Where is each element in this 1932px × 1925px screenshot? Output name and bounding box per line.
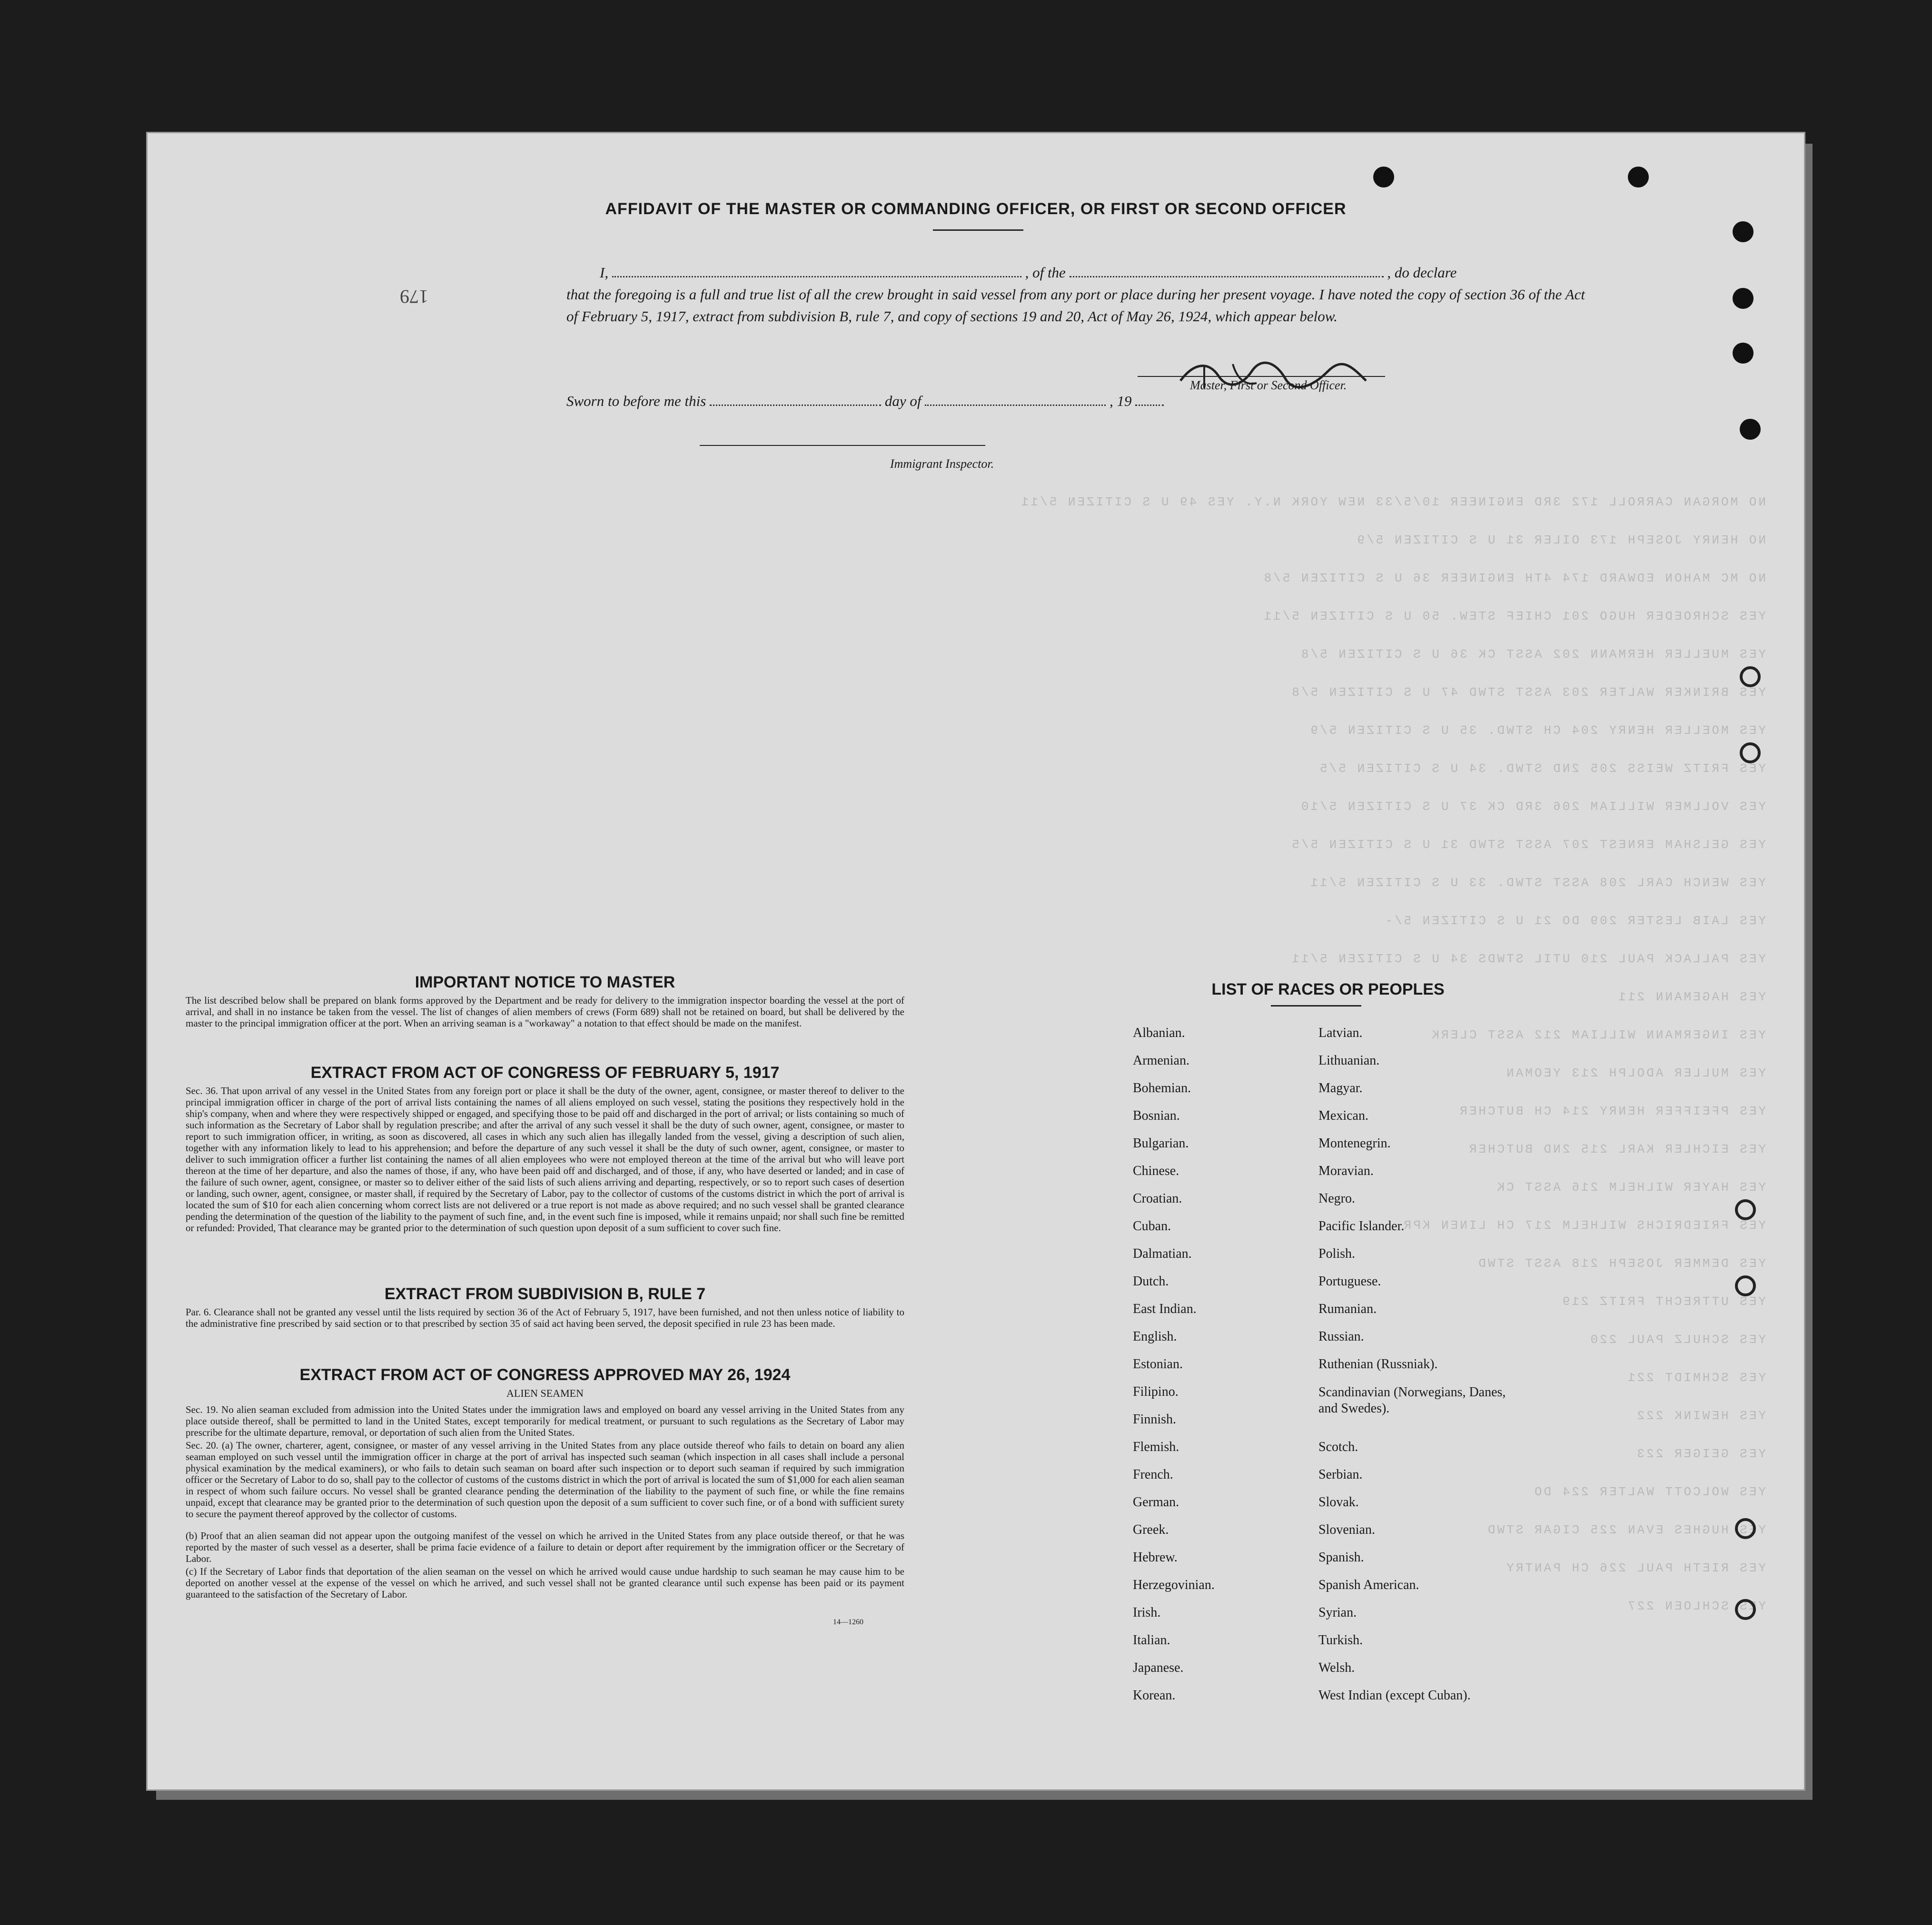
bleed-row: YES SCHROEDER HUGO 201 CHIEF STEW. 50 U S CITIZEN 5/11 (1262, 609, 1766, 623)
race-item: Bosnian. (1133, 1108, 1180, 1123)
punch-hole (1735, 1199, 1756, 1220)
declarant-name-field[interactable] (612, 276, 1021, 277)
race-item: Slovak. (1318, 1495, 1359, 1510)
page-number: 179 (400, 286, 428, 307)
race-item: German. (1133, 1495, 1179, 1510)
race-item: Slovenian. (1318, 1522, 1375, 1537)
race-item: Moravian. (1318, 1164, 1374, 1178)
sec20c-body: (c) If the Secretary of Labor finds that deportation of the alien seaman on the vessel on which he arrived would cause undue hardship to such seaman he may cause him to be deported on another vessel at the expense of the vessel on which he arrived, and such vessel shall not be granted clearance until such expense has been paid or its payment guaranteed to the satisfaction of the Secretary of Labor. (186, 1566, 904, 1600)
race-item: Dutch. (1133, 1274, 1169, 1289)
race-item: Serbian. (1318, 1467, 1363, 1482)
sworn-year-prefix: , 19 (1109, 393, 1132, 409)
race-item: Russian. (1318, 1329, 1364, 1344)
race-item: Syrian. (1318, 1605, 1357, 1620)
bleed-row: YES PFEIFFER HENRY 214 CH BUTCHER (1458, 1104, 1766, 1118)
race-item: Cuban. (1133, 1219, 1171, 1234)
race-item: Polish. (1318, 1246, 1356, 1261)
bleed-row: YES FRIEDRICHS WILHELM 217 CH LINEN KPR (1402, 1218, 1766, 1233)
bleed-row: YES RIETH PAUL 226 CH PANTRY (1505, 1561, 1766, 1575)
race-item: Herzegovinian. (1133, 1578, 1215, 1592)
bleed-row: YES SCHMIDT 221 (1625, 1371, 1766, 1385)
extract-1917-title: EXTRACT FROM ACT OF CONGRESS OF FEBRUARY 5, 1917 (310, 1064, 780, 1082)
bleed-row: YES HAYER WILHELM 216 ASST CK (1495, 1180, 1766, 1194)
sworn-prefix: Sworn to before me this (566, 393, 706, 409)
bleed-row: YES LAIB LESTER 209 DO 21 U S CITIZEN 5/- (1383, 914, 1766, 928)
affidavit-body: that the foregoing is a full and true list of all the crew brought in said vessel from any port or place during her present voyage. I have noted the copy of section 36 of the Act of February 5, 1917, extract from subdivision B, rule 7, and copy of sections 19 and 20, Act of May 26, 1924, which appear below. (566, 286, 1585, 325)
race-item: Croatian. (1133, 1191, 1182, 1206)
race-item: Bulgarian. (1133, 1136, 1189, 1151)
affidavit-declaration-line (566, 262, 1585, 284)
bleed-row: YES HUGHES EVAN 225 CIGAR STWD (1486, 1523, 1766, 1537)
sworn-line (566, 390, 1518, 412)
punch-hole (1735, 1518, 1756, 1539)
punch-hole (1628, 167, 1649, 188)
rule7-title: EXTRACT FROM SUBDIVISION B, RULE 7 (384, 1285, 706, 1303)
vessel-prefix: , of the (1025, 264, 1066, 281)
bleed-row: YES VOLLMER WILLIAM 206 3RD CK 37 U S CITIZEN 5/10 (1299, 800, 1766, 814)
punch-hole (1740, 666, 1761, 687)
punch-hole (1740, 742, 1761, 763)
punch-hole (1733, 288, 1754, 309)
notice-body: The list described below shall be prepared on blank forms approved by the Department and be ready for delivery to the immigration inspector boarding the vessel at the port of arrival, and shall in no instance be taken from the vessel. The list of changes of alien members of crews (Form 689) shall not be retained on board, but shall be delivered by the master to the principal immigration officer at the port. When an arriving seaman is a "workaway" a notation to that effect should be made on the manifest. (186, 995, 904, 1029)
vessel-name-field[interactable] (1070, 276, 1384, 277)
race-item: Spanish American. (1318, 1578, 1419, 1592)
punch-hole (1373, 167, 1394, 188)
bleed-row: YES SCHULZ PAUL 220 (1588, 1333, 1766, 1347)
race-item: Filipino. (1133, 1384, 1179, 1399)
race-item: Latvian. (1318, 1026, 1363, 1040)
bleed-row: YES EICHLER KARL 215 2ND BUTCHER (1467, 1142, 1766, 1156)
bleed-row: YES HEWINK 222 (1635, 1409, 1766, 1423)
sworn-day-field[interactable] (710, 405, 881, 406)
declarant-prefix: I, (600, 264, 609, 281)
race-item: Negro. (1318, 1191, 1355, 1206)
bleed-row: YES BRINKER WALTER 203 ASST STWD 47 U S CITIZEN 5/8 (1290, 685, 1766, 700)
extract-1917-body: Sec. 36. That upon arrival of any vessel in the United States from any foreign port or place it shall be the duty of the owner, agent, consignee, or master thereof to deliver to the principal immigration officer in charge of the port of arrival lists containing the names of all aliens employed on such vessel, stating the positions they respectively hold in the ship's company, when and where they were respectively shipped or engaged, and specifying those to be paid off and discharged in the port of arrival; or lists containing so much of such information as the Secretary of Labor shall by regulation prescribe; and after the arrival of any such vessel it shall be the duty of such owner, agent, consignee, or master to report to such immigration officer, in writing, as soon as discovered, all cases in which any such alien has illegally landed from the vessel, giving a description of such alien, together with any information likely to lead to his apprehension; and before the departure of any such vessel it shall be the duty of such owner, agent, consignee, or master to deliver to such immigration officer a further list containing the names of all alien employees who were not employed thereon at the time of the arrival but who will leave port thereon at the time of her departure, and also the names of those, if any, who have been paid off and discharged, and of those, if any, who have deserted or landed; and in case of the failure of such owner, agent, consignee, or master so to deliver either of the said lists of such aliens arriving and departing, respectively, or so to report such cases of desertion or landing, such owner, agent, consignee, or master shall, if required by the Secretary of Labor, pay to the collector of customs of the customs district in which the port of arrival is located the sum of $10 for each alien concerning whom correct lists are not delivered or a true report is not made as above required; and no such vessel shall be granted clearance pending the determination of the question of the liability to the payment of such fine, and, in the event such fine is imposed, while it remains unpaid; nor shall such fine be remitted or refunded: Provided, That clearance may be granted prior to the determination of such question upon deposit of a sum sufficient to cover such fine. (186, 1085, 904, 1234)
races-title-underline (1271, 1005, 1361, 1007)
alien-seamen-subtitle: ALIEN SEAMEN (506, 1387, 584, 1399)
declare-suffix: , do declare (1387, 264, 1457, 281)
bleed-row: YES UTTRECHT FRITZ 219 (1560, 1294, 1766, 1309)
bleed-row: YES DEMMER JOSEPH 218 ASST STWD (1476, 1256, 1766, 1271)
form-number: 14—1260 (833, 1618, 863, 1626)
race-item: Rumanian. (1318, 1302, 1377, 1316)
sec20a-body: Sec. 20. (a) The owner, charterer, agent, consignee, or master of any vessel arriving in the United States from any place outside thereof who fails to detain on board any alien seaman employed on such vessel until the immigration officer in charge at the port of arrival has inspected such seaman (which inspection in all cases shall include a personal physical examination by the medical examiners), or who fails to detain such seaman on board after such inspection or to deport such seaman if required by such immigration officer or the Secretary of Labor to do so, shall pay to the collector of customs of the customs district in which the port of arrival is located the sum of $1,000 for each alien seaman in respect of whom such failure occurs. No vessel shall be granted clearance pending the determination of the liability to the payment of such fine, or while the fine remains unpaid, except that clearance may be granted prior to the determination of such question upon the deposit of a sum sufficient to cover such fine, or of a bond with sufficient surety to secure the payment thereof approved by the collector of customs. (186, 1440, 904, 1520)
rule7-body: Par. 6. Clearance shall not be granted any vessel until the lists required by section 36 of the Act of February 5, 1917, have been furnished, and not then unless notice of liability to the administrative fine prescribed by said section or to that prescribed by section 35 of said act having been served, the deposit specified in rule 23 has been made. (186, 1306, 904, 1329)
race-item: Welsh. (1318, 1660, 1355, 1675)
bleed-row: YES WENCH CARL 208 ASST STWD. 33 U S CITIZEN 5/11 (1308, 876, 1766, 890)
signature-caption: Master, First or Second Officer. (1190, 378, 1347, 392)
bleed-row: NO MORGAN CARROLL 172 3RD ENGINEER 10/5/33 NEW YORK N.Y. YES 49 U S CITIZEN 5/11 (1019, 495, 1766, 509)
race-item: Mexican. (1318, 1108, 1368, 1123)
affidavit-title: AFFIDAVIT OF THE MASTER OR COMMANDING OFFICER, OR FIRST OR SECOND OFFICER (605, 200, 1347, 218)
race-item: Japanese. (1133, 1660, 1184, 1675)
race-item: Spanish. (1318, 1550, 1364, 1565)
sworn-month-field[interactable] (925, 405, 1106, 406)
sec19-body: Sec. 19. No alien seaman excluded from admission into the United States under the immigration laws and employed on board any vessel arriving in the United States from any place outside thereof, shall be permitted to land in the United States, except temporarily for medical treatment, or pursuant to such regulations as the Secretary of Labor may prescribe for the ultimate departure, removal, or deportation of such alien from the United States. (186, 1404, 904, 1438)
bleed-row: NO MC MAHON EDWARD 174 4TH ENGINEER 36 U S CITIZEN 5/8 (1262, 571, 1766, 585)
inspector-caption: Immigrant Inspector. (890, 457, 994, 471)
bleed-row: YES GELSHAM ERNEST 207 ASST STWD 31 U S CITIZEN 5/5 (1290, 838, 1766, 852)
race-item: Greek. (1133, 1522, 1169, 1537)
race-item: Portuguese. (1318, 1274, 1381, 1289)
race-item: Finnish. (1133, 1412, 1177, 1427)
race-item: French. (1133, 1467, 1173, 1482)
punch-hole (1735, 1275, 1756, 1296)
bleed-row: YES MUELLER HERMANN 202 ASST CK 36 U S CITIZEN 5/8 (1299, 647, 1766, 661)
race-item: Magyar. (1318, 1081, 1363, 1096)
punch-hole (1733, 343, 1754, 364)
inspector-signature-line (700, 445, 985, 446)
bleed-row: YES SCHLOEN 227 (1625, 1599, 1766, 1613)
race-item: Scandinavian (Norwegians, Danes, and Swedes). (1318, 1385, 1506, 1416)
sworn-year-field[interactable] (1135, 405, 1164, 406)
bleed-row: YES PALLACK PAUL 210 UTIL STWDS 34 U S CITIZEN 5/11 (1290, 952, 1766, 966)
race-item: Bohemian. (1133, 1081, 1191, 1096)
bleed-row: YES INGERMANN WILLIAM 212 ASST CLERK (1430, 1028, 1766, 1042)
race-item: Chinese. (1133, 1164, 1179, 1178)
race-item: Pacific Islander. (1318, 1219, 1405, 1234)
bleed-row: YES WOLCOTT WALTER 224 DO (1532, 1485, 1766, 1499)
document-page (148, 133, 1804, 1789)
sworn-day-label: day of (884, 393, 921, 409)
race-item: Albanian. (1133, 1026, 1185, 1040)
race-item: Hebrew. (1133, 1550, 1178, 1565)
race-item: Turkish. (1318, 1633, 1363, 1648)
races-title: LIST OF RACES OR PEOPLES (1211, 980, 1445, 998)
race-item: West Indian (except Cuban). (1318, 1688, 1471, 1703)
race-item: Flemish. (1133, 1440, 1179, 1454)
race-item: Irish. (1133, 1605, 1161, 1620)
title-underline (933, 229, 1023, 231)
bleed-row: YES MOELLER HENRY 204 CH STWD. 35 U S CITIZEN 5/9 (1308, 723, 1766, 738)
signature-line (1138, 376, 1385, 377)
race-item: Ruthenian (Russniak). (1318, 1357, 1438, 1372)
race-item: East Indian. (1133, 1302, 1197, 1316)
notice-title: IMPORTANT NOTICE TO MASTER (415, 973, 675, 991)
bleed-row: YES HAGEMANN 211 (1616, 990, 1766, 1004)
extract-1924-title: EXTRACT FROM ACT OF CONGRESS APPROVED MAY 26, 1924 (299, 1366, 791, 1384)
race-item: English. (1133, 1329, 1177, 1344)
race-item: Scotch. (1318, 1440, 1358, 1454)
race-item: Lithuanian. (1318, 1053, 1380, 1068)
punch-hole (1735, 1599, 1756, 1620)
race-item: Armenian. (1133, 1053, 1189, 1068)
bleed-row: NO HENRY JOSEPH 173 OILER 31 U S CITIZEN 5/9 (1355, 533, 1766, 547)
sec20b-body: (b) Proof that an alien seaman did not appear upon the outgoing manifest of the vessel on which he arrived in the United States from any place outside thereof, or that he was reported by the master of such vessel as a deserter, shall be prima facie evidence of a failure to detain or deport after requirement by the immigration officer or the Secretary of Labor. (186, 1530, 904, 1564)
punch-hole (1733, 221, 1754, 242)
bleed-row: YES MULLER ADOLPH 213 YEOMAN (1505, 1066, 1766, 1080)
race-item: Estonian. (1133, 1357, 1183, 1372)
race-item: Italian. (1133, 1633, 1170, 1648)
punch-hole (1740, 419, 1761, 440)
bleed-row: YES GEIGER 223 (1635, 1447, 1766, 1461)
race-item: Korean. (1133, 1688, 1176, 1703)
race-item: Dalmatian. (1133, 1246, 1192, 1261)
bleed-row: YES FRITZ WEISS 205 2ND STWD. 34 U S CITIZEN 5/5 (1318, 761, 1766, 776)
race-item: Montenegrin. (1318, 1136, 1391, 1151)
